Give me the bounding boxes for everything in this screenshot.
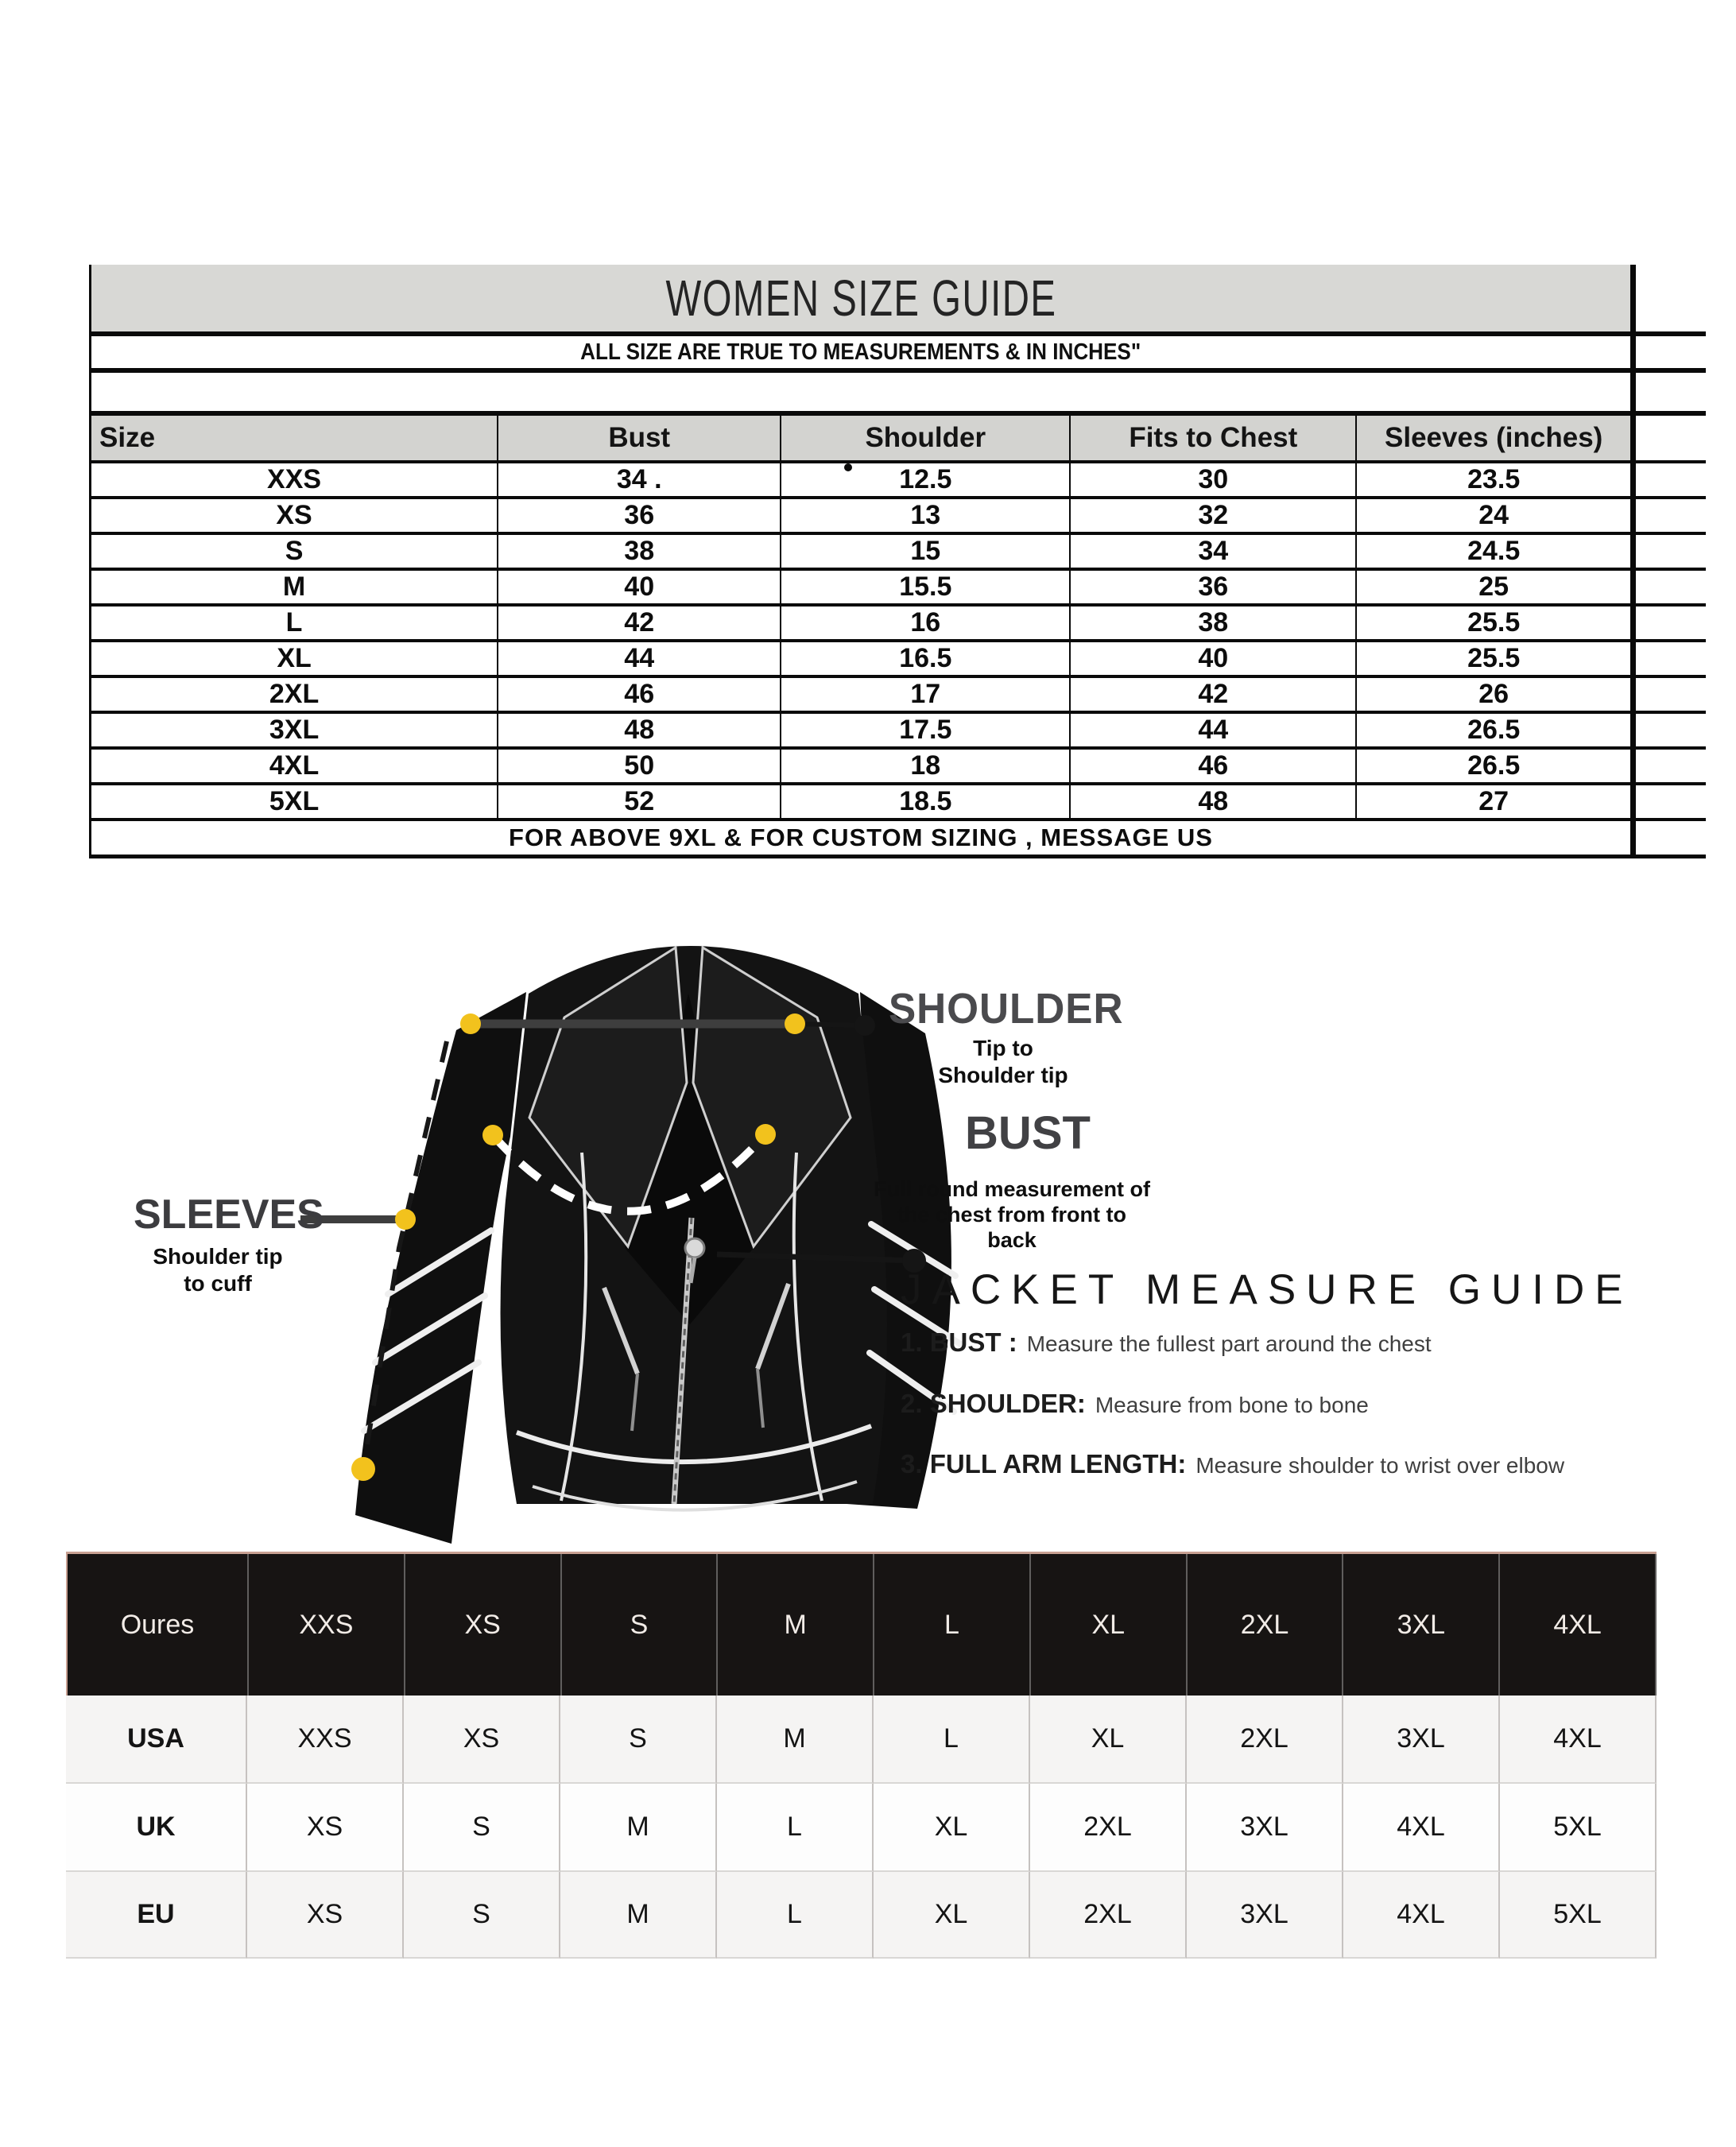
cell-size: L (91, 605, 498, 641)
conv-cell: XS (404, 1696, 560, 1784)
sleeves-sub-line2: to cuff (184, 1271, 252, 1296)
cell-sleeves: 25.5 (1356, 641, 1630, 676)
col-header-shoulder: Shoulder (781, 413, 1070, 462)
guide-item-desc: Measure the fullest part around the chest (1026, 1331, 1432, 1356)
guide-item-label: 2. SHOULDER: (901, 1389, 1086, 1418)
conv-cell: 2XL (1030, 1872, 1187, 1959)
table-row (91, 712, 1630, 748)
cell-chest: 40 (1070, 641, 1356, 676)
cell-size: XL (91, 641, 498, 676)
bust-sub-line2: the chest from front to back (897, 1203, 1126, 1252)
cell-shoulder: 15 (781, 533, 1070, 569)
conv-region: UK (66, 1784, 247, 1872)
conv-cell: L (717, 1784, 874, 1872)
cell-chest: 48 (1070, 784, 1356, 820)
conv-header-cell: 3XL (1343, 1554, 1500, 1696)
conv-cell: XL (1030, 1696, 1187, 1784)
conv-cell: 2XL (1030, 1784, 1187, 1872)
sleeves-sublabel (126, 1243, 310, 1297)
conv-cell: 3XL (1187, 1784, 1343, 1872)
conv-cell: 4XL (1343, 1872, 1500, 1959)
bust-sublabel (873, 1176, 1151, 1253)
sleeves-sub-line1: Shoulder tip (153, 1244, 283, 1269)
table-row (91, 748, 1630, 784)
shoulder-sub-line1: Tip to (973, 1036, 1033, 1060)
guide-item-label: 1. BUST : (901, 1327, 1017, 1357)
guide-item-desc: Measure from bone to bone (1095, 1393, 1369, 1417)
sleeve-cuff-marker-dot (351, 1457, 375, 1481)
cell-chest: 38 (1070, 605, 1356, 641)
table-row (91, 641, 1630, 676)
jacket-measure-guide-title: JACKET MEASURE GUIDE (901, 1266, 1633, 1313)
table-row (91, 498, 1630, 533)
cell-bust: 44 (498, 641, 781, 676)
cell-size: 3XL (91, 712, 498, 748)
conv-cell: 3XL (1187, 1872, 1343, 1959)
conv-header-cell: 2XL (1188, 1554, 1344, 1696)
cell-chest: 44 (1070, 712, 1356, 748)
table-row (91, 569, 1630, 605)
conv-cell: 4XL (1500, 1696, 1657, 1784)
custom-sizing-note: FOR ABOVE 9XL & FOR CUSTOM SIZING , MESSAGE US (509, 824, 1213, 851)
subtitle-bar (91, 336, 1630, 373)
cell-bust: 50 (498, 748, 781, 784)
cell-chest: 34 (1070, 533, 1356, 569)
col-header-bust: Bust (498, 413, 781, 462)
conv-cell: 5XL (1500, 1872, 1657, 1959)
cell-bust: 42 (498, 605, 781, 641)
table-row (91, 676, 1630, 712)
conv-cell: 5XL (1500, 1784, 1657, 1872)
subtitle: ALL SIZE ARE TRUE TO MEASUREMENTS & IN INCHES" (580, 339, 1141, 365)
size-conversion-table (66, 1552, 1657, 1959)
conv-header-cell: S (562, 1554, 719, 1696)
bust-label: BUST (965, 1107, 1091, 1159)
sleeves-marker-dot (395, 1209, 416, 1230)
conv-cell: M (560, 1872, 717, 1959)
cell-shoulder: 18.5 (781, 784, 1070, 820)
cell-sleeves: 24.5 (1356, 533, 1630, 569)
conv-cell: XL (874, 1784, 1030, 1872)
jacket-illustration (355, 946, 962, 1544)
table-row (91, 605, 1630, 641)
bust-marker-dot (755, 1124, 776, 1145)
shoulder-sub-line2: Shoulder tip (938, 1063, 1068, 1087)
bust-sub-line1: Full round measurement of (873, 1177, 1151, 1201)
size-measurements-table (91, 411, 1630, 858)
cell-sleeves: 24 (1356, 498, 1630, 533)
guide-item-bust (901, 1327, 1432, 1358)
conv-cell: M (560, 1784, 717, 1872)
conv-cell: M (717, 1696, 874, 1784)
guide-item-arm-length (901, 1449, 1564, 1479)
cell-bust: 40 (498, 569, 781, 605)
cell-size: XXS (91, 462, 498, 498)
cell-chest: 36 (1070, 569, 1356, 605)
shoulder-pointer-line (795, 1024, 865, 1025)
conv-header-cell: XXS (249, 1554, 405, 1696)
conv-cell: S (560, 1696, 717, 1784)
jacket-zipper-pull (685, 1238, 704, 1258)
sleeves-label: SLEEVES (134, 1192, 324, 1238)
col-header-chest: Fits to Chest (1070, 413, 1356, 462)
col-header-sleeves: Sleeves (inches) (1356, 413, 1630, 462)
cell-shoulder: 16.5 (781, 641, 1070, 676)
cell-bust: 38 (498, 533, 781, 569)
conv-cell: 4XL (1343, 1784, 1500, 1872)
page-title: WOMEN SIZE GUIDE (665, 269, 1057, 327)
conv-header-cell: XL (1031, 1554, 1188, 1696)
cell-chest: 32 (1070, 498, 1356, 533)
cell-sleeves: 23.5 (1356, 462, 1630, 498)
cell-sleeves: 25 (1356, 569, 1630, 605)
cell-size: 4XL (91, 748, 498, 784)
shoulder-marker-dot (460, 1013, 481, 1034)
cell-size: S (91, 533, 498, 569)
cell-sleeves: 26 (1356, 676, 1630, 712)
cell-size: M (91, 569, 498, 605)
conv-cell: L (717, 1872, 874, 1959)
conversion-row-usa (66, 1696, 1657, 1784)
conv-cell: S (404, 1784, 560, 1872)
conv-cell: L (874, 1696, 1030, 1784)
cell-shoulder: 17 (781, 676, 1070, 712)
cell-bust: 48 (498, 712, 781, 748)
cell-size: 5XL (91, 784, 498, 820)
cell-bust: 46 (498, 676, 781, 712)
conv-cell: 3XL (1343, 1696, 1500, 1784)
stray-mark (844, 463, 852, 471)
cell-shoulder: 13 (781, 498, 1070, 533)
table-footer-row (91, 820, 1630, 857)
table-row (91, 533, 1630, 569)
shoulder-sublabel (914, 1035, 1092, 1089)
shoulder-label: SHOULDER (889, 985, 1124, 1033)
conv-header-brand: Oures (68, 1554, 249, 1696)
shoulder-pointer-dot (854, 1015, 875, 1036)
conv-cell: XXS (247, 1696, 404, 1784)
table-header-row (91, 413, 1630, 462)
conv-header-cell: 4XL (1500, 1554, 1657, 1696)
conv-cell: XL (874, 1872, 1030, 1959)
conv-header-cell: XS (405, 1554, 562, 1696)
conv-cell: S (404, 1872, 560, 1959)
cell-bust: 34 . (498, 462, 781, 498)
conv-cell: XS (247, 1872, 404, 1959)
cell-shoulder: 18 (781, 748, 1070, 784)
guide-item-label: 3. FULL ARM LENGTH: (901, 1449, 1187, 1478)
cell-chest: 42 (1070, 676, 1356, 712)
table-row (91, 784, 1630, 820)
conversion-row-uk (66, 1784, 1657, 1872)
conv-cell: XS (247, 1784, 404, 1872)
conv-header-cell: L (874, 1554, 1031, 1696)
jacket-left-sleeve (355, 992, 526, 1544)
spacer (91, 373, 1630, 411)
cell-size: XS (91, 498, 498, 533)
guide-item-shoulder (901, 1389, 1369, 1419)
size-guide-panel (89, 265, 1636, 858)
col-header-size: Size (91, 413, 498, 462)
guide-item-desc: Measure shoulder to wrist over elbow (1195, 1453, 1565, 1478)
cell-shoulder: 15.5 (781, 569, 1070, 605)
cell-chest: 30 (1070, 462, 1356, 498)
cell-sleeves: 25.5 (1356, 605, 1630, 641)
grid-extension-lines (1636, 331, 1706, 858)
cell-size: 2XL (91, 676, 498, 712)
shoulder-marker-dot (785, 1013, 805, 1034)
cell-sleeves: 27 (1356, 784, 1630, 820)
conv-region: EU (66, 1872, 247, 1959)
conv-cell: 2XL (1187, 1696, 1343, 1784)
conv-region: USA (66, 1696, 247, 1784)
cell-sleeves: 26.5 (1356, 712, 1630, 748)
conversion-row-eu (66, 1872, 1657, 1959)
cell-bust: 52 (498, 784, 781, 820)
cell-shoulder: 17.5 (781, 712, 1070, 748)
bust-marker-dot (482, 1125, 503, 1145)
cell-shoulder: 12.5 (781, 462, 1070, 498)
cell-shoulder: 16 (781, 605, 1070, 641)
conv-header-cell: M (718, 1554, 874, 1696)
cell-sleeves: 26.5 (1356, 748, 1630, 784)
cell-chest: 46 (1070, 748, 1356, 784)
table-row (91, 462, 1630, 498)
conversion-header-row (66, 1552, 1657, 1696)
cell-bust: 36 (498, 498, 781, 533)
title-bar (91, 265, 1630, 336)
